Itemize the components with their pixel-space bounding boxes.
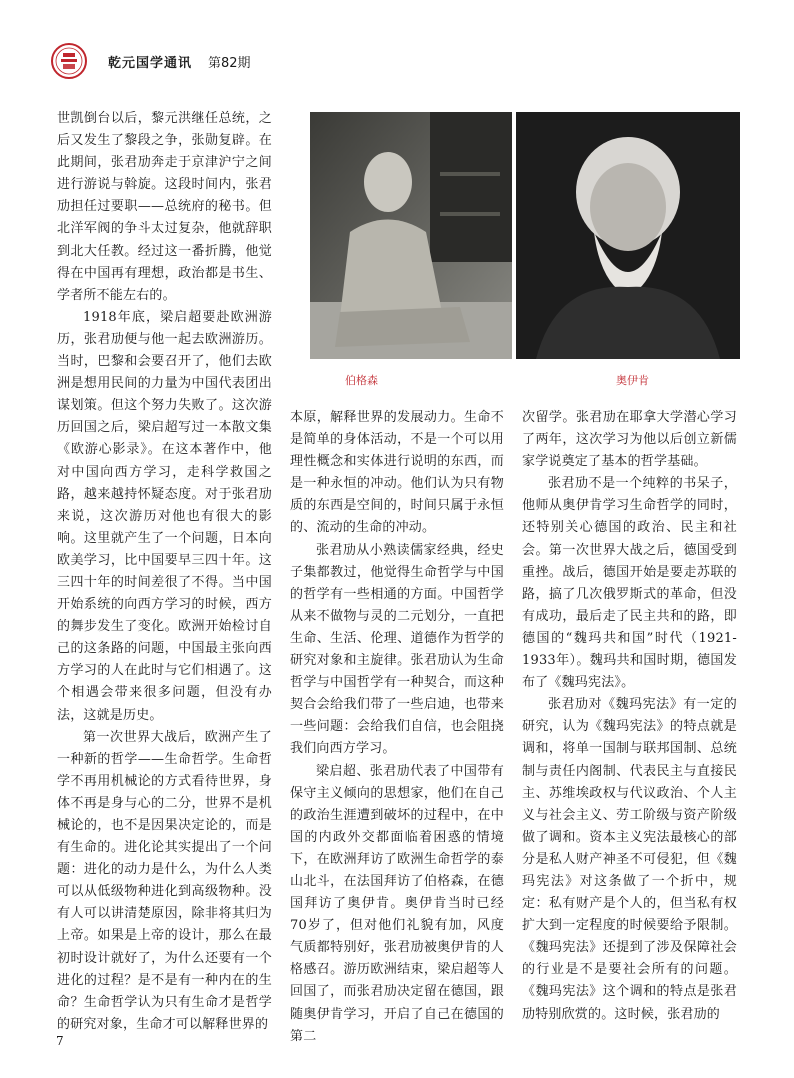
page-number: 7: [56, 1034, 64, 1048]
page-header: [50, 40, 750, 84]
publication-title: 乾元国学通讯: [108, 56, 193, 71]
paragraph: 张君劢不是一个纯粹的书呆子，他师从奥伊肯学习生命哲学的同时，还特别关心德国的政治、民主和社会。第一次世界大战之后，德国受到重挫。战后，德国开始是要走苏联的路，搞了几次俄罗斯式的革命，但没有成功，最后走了民主共和的路，即德国的“魏玛共和国”时代（1921-1933年）。魏玛共和国时期，德国发布了《魏玛宪法》。: [522, 476, 737, 691]
eucken-photo: [516, 112, 740, 359]
paragraph: 本原，解释世界的发展动力。生命不是简单的身体活动，不是一个可以用理性概念和实体进行说明的东西，而是一种永恒的冲动。他们认为只有物质的东西是空间的，时间只属于永恒的、流动的生命的冲动。: [290, 410, 504, 536]
paragraph: 世凯倒台以后，黎元洪继任总统，之后又发生了黎段之争，张勋复辟。在此期间，张君劢奔走于京津沪宁之间进行游说与斡旋。这段时间内，张君劢担任过要职——总统府的秘书。但北洋军阀的争斗太过复杂，他就辞职到北大任教。经过这一番折腾，他觉得在中国再有理想，政治都是书生、学者所不能左右的。: [57, 111, 272, 303]
paragraph: 张君劢从小熟读儒家经典，经史子集都教过，他觉得生命哲学与中国的哲学有一些相通的方面。中国哲学从来不做物与灵的二元划分，一直把生命、生活、伦理、道德作为哲学的研究对象和主旋律。张君劢认为生命哲学与中国哲学有一种契合，而这种契合会给我们带了一些启迪，也带来一些问题：会给我们自信，也会阻挠我们向西方学习。: [290, 542, 504, 757]
bergson-photo: [310, 112, 512, 359]
paragraph: 次留学。张君劢在耶拿大学潜心学习了两年，这次学习为他以后创立新儒家学说奠定了基本的哲学基础。: [522, 410, 737, 470]
eucken-caption: 奥伊肯: [616, 374, 649, 387]
issue-number: 第82期: [208, 56, 251, 71]
text-column-1: [57, 108, 272, 1036]
bergson-caption: 伯格森: [345, 374, 378, 387]
paragraph: 第一次世界大战后，欧洲产生了一种新的哲学——生命哲学。生命哲学不再用机械论的方式看待世界，身体不再是身与心的二分，世界不是机械论的，也不是因果决定论的，而是有生命的。进化论其实提出了一个问题：进化的动力是什么，为什么人类可以从低级物种进化到高级物种。没有人可以讲清楚原因，除非将其归为上帝。如果是上帝的设计，那么在最初时设计就好了，为什么还要有一个进化的过程？是不是有一种内在的生命？生命哲学认为只有生命才是哲学的研究对象，生命才可以解释世界的: [57, 729, 272, 1032]
text-column-2: [290, 407, 504, 1048]
paragraph: 1918年底，梁启超要赴欧洲游历，张君劢便与他一起去欧洲游历。当时，巴黎和会要召开了，他们去欧洲是想用民间的力量为中国代表团出谋划策。但这个努力失败了。这次游历回国之后，梁启超写过一本散文集《欧游心影录》。在这本著作中，他对中国向西方学习，走科学救国之路，越来越持怀疑态度。对于张君劢来说，这次游历对他也有很大的影响。这里就产生了一个问题，日本向欧美学习，比中国要早三四十年。这三四十年的时间差很了不得。当中国开始系统的向西方学习的时候，西方的舞步发生了变化。欧洲开始检讨自己的这条路的问题，中国最主张向西方学习的人在此时与它们相遇了。这个相遇会带来很多问题，但没有办法，这就是历史。: [57, 309, 272, 723]
seal-logo-icon: [50, 42, 88, 80]
paragraph: 梁启超、张君劢代表了中国带有保守主义倾向的思想家，他们在自己的政治生涯遭到破坏的过程中，在中国的内政外交都面临着困惑的情境下，在欧洲拜访了欧洲生命哲学的泰山北斗，在法国拜访了伯格森，在德国拜访了奥伊肯。奥伊肯当时已经70岁了，但对他们礼貌有加，风度气质都特别好，张君劢被奥伊肯的人格感召。游历欧洲结束，梁启超等人回国了，而张君劢决定留在德国，跟随奥伊肯学习，开启了自己在德国的第二: [290, 763, 504, 1044]
text-column-3: [522, 407, 737, 1026]
paragraph: 张君劢对《魏玛宪法》有一定的研究，认为《魏玛宪法》的特点就是调和，将单一国制与联邦国制、总统制与责任内阁制、代表民主与直接民主、苏维埃政权与代议政治、个人主义与社会主义、劳工阶级与资产阶级做了调和。资本主义宪法最核心的部分是私人财产神圣不可侵犯，但《魏玛宪法》对这条做了一个折中，规定：私有财产是个人的，但当私有权扩大到一定程度的时候要给予限制。《魏玛宪法》还提到了涉及保障社会的行业是不是要社会所有的问题。《魏玛宪法》这个调和的特点是张君劢特别欣赏的。这时候，张君劢的: [522, 697, 737, 1022]
